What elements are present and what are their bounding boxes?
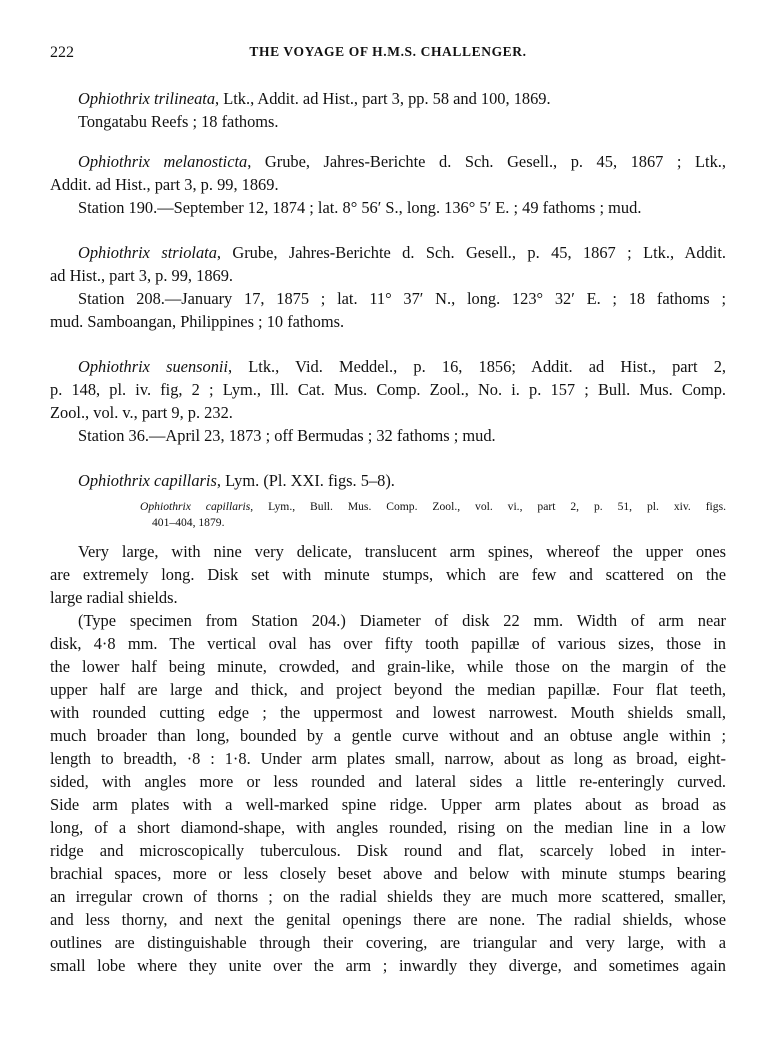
page-number: 222 [50, 44, 74, 61]
species-name: Ophiothrix melanosticta [78, 152, 248, 171]
species-heading: Ophiothrix melanosticta, Grube, Jahres-Berichte d. Sch. Gesell., p. 45, 1867 ; Ltk., [78, 152, 726, 171]
page-header [50, 44, 726, 68]
species-name: Ophiothrix capillaris [78, 471, 217, 490]
description-line: outlines are distinguishable through their covering, are triangular and very large, with a [50, 933, 726, 952]
species-name: Ophiothrix striolata [78, 243, 217, 262]
citation-line: Zool., vol. v., part 9, p. 232. [50, 403, 233, 422]
description-line: upper half are large and thick, and project beyond the median papillæ. Four flat teeth, [50, 680, 726, 699]
reference-line: Ophiothrix capillaris, Lym., Bull. Mus. Comp. Zool., vol. vi., part 2, p. 51, pl. xiv. figs. [140, 500, 726, 513]
station-line: Station 190.—September 12, 1874 ; lat. 8° 56′ S., long. 136° 5′ E. ; 49 fathoms ; mud. [78, 198, 642, 217]
description-line: sided, with angles more or less rounded and lateral sides a little re-enteringly curved. [50, 772, 726, 791]
species-heading: Ophiothrix suensonii, Ltk., Vid. Meddel., p. 16, 1856; Addit. ad Hist., part 2, [78, 357, 727, 376]
description-line: Side arm plates with a well-marked spine ridge. Upper arm plates about as broad as [50, 795, 726, 814]
citation-line: Addit. ad Hist., part 3, p. 99, 1869. [50, 175, 279, 194]
species-heading: Ophiothrix capillaris, Lym. (Pl. XXI. figs. 5–8). [78, 471, 395, 490]
species-heading: Ophiothrix striolata, Grube, Jahres-Berichte d. Sch. Gesell., p. 45, 1867 ; Ltk., Addit. [78, 243, 726, 262]
citation-line: p. 148, pl. iv. fig, 2 ; Lym., Ill. Cat. Mus. Comp. Zool., No. i. p. 157 ; Bull. Mus. Comp. [50, 380, 726, 399]
citation-line: ad Hist., part 3, p. 99, 1869. [50, 266, 234, 285]
description-line: an irregular crown of thorns ; on the radial shields they are much more scattered, smaller, [50, 887, 726, 906]
species-name: Ophiothrix suensonii [78, 357, 229, 376]
description-line: long, of a short diamond-shape, with angles rounded, rising on the median line in a low [50, 818, 726, 837]
station-line: mud. Samboangan, Philippines ; 10 fathoms. [50, 312, 345, 331]
species-name: Ophiothrix trilineata [78, 89, 216, 108]
station-line: Station 208.—January 17, 1875 ; lat. 11° 37′ N., long. 123° 32′ E. ; 18 fathoms ; [78, 289, 726, 308]
description-line: small lobe where they unite over the arm ; inwardly they diverge, and sometimes again [50, 956, 726, 975]
running-title: THE VOYAGE OF H.M.S. CHALLENGER. [249, 44, 527, 59]
description-line: length to breadth, ·8 : 1·8. Under arm plates small, narrow, about as long as broad, eight- [50, 749, 726, 768]
description-line: with rounded cutting edge ; the uppermost and lowest narrowest. Mouth shields small, [50, 703, 726, 722]
station-line: Tongatabu Reefs ; 18 fathoms. [78, 112, 279, 131]
description-line: ridge and microscopically tuberculous. Disk round and flat, scarcely lobed in inter- [50, 841, 726, 860]
reference-line: 401–404, 1879. [152, 516, 225, 529]
description-line: large radial shields. [50, 588, 178, 607]
station-line: Station 36.—April 23, 1873 ; off Bermudas ; 32 fathoms ; mud. [78, 426, 496, 445]
reference-species-name: Ophiothrix capillaris [140, 500, 251, 513]
description-line: the lower half being minute, crowded, and grain-like, while those on the margin of the [50, 657, 726, 676]
description-line: much broader than long, bounded by a gentle curve without and an obtuse angle within ; [50, 726, 726, 745]
description-line: brachial spaces, more or less closely beset above and below with minute stumps bearing [50, 864, 726, 883]
description-line: disk, 4·8 mm. The vertical oval has over fifty tooth papillæ of various sizes, those in [50, 634, 726, 653]
description-line: (Type specimen from Station 204.) Diameter of disk 22 mm. Width of arm near [78, 611, 726, 630]
description-line: are extremely long. Disk set with minute stumps, which are few and scattered on the [50, 565, 726, 584]
description-line: Very large, with nine very delicate, translucent arm spines, whereof the upper ones [78, 542, 726, 561]
description-line: and less thorny, and next the genital openings there are none. The radial shields, whose [50, 910, 726, 929]
species-heading: Ophiothrix trilineata, Ltk., Addit. ad Hist., part 3, pp. 58 and 100, 1869. [78, 89, 551, 108]
